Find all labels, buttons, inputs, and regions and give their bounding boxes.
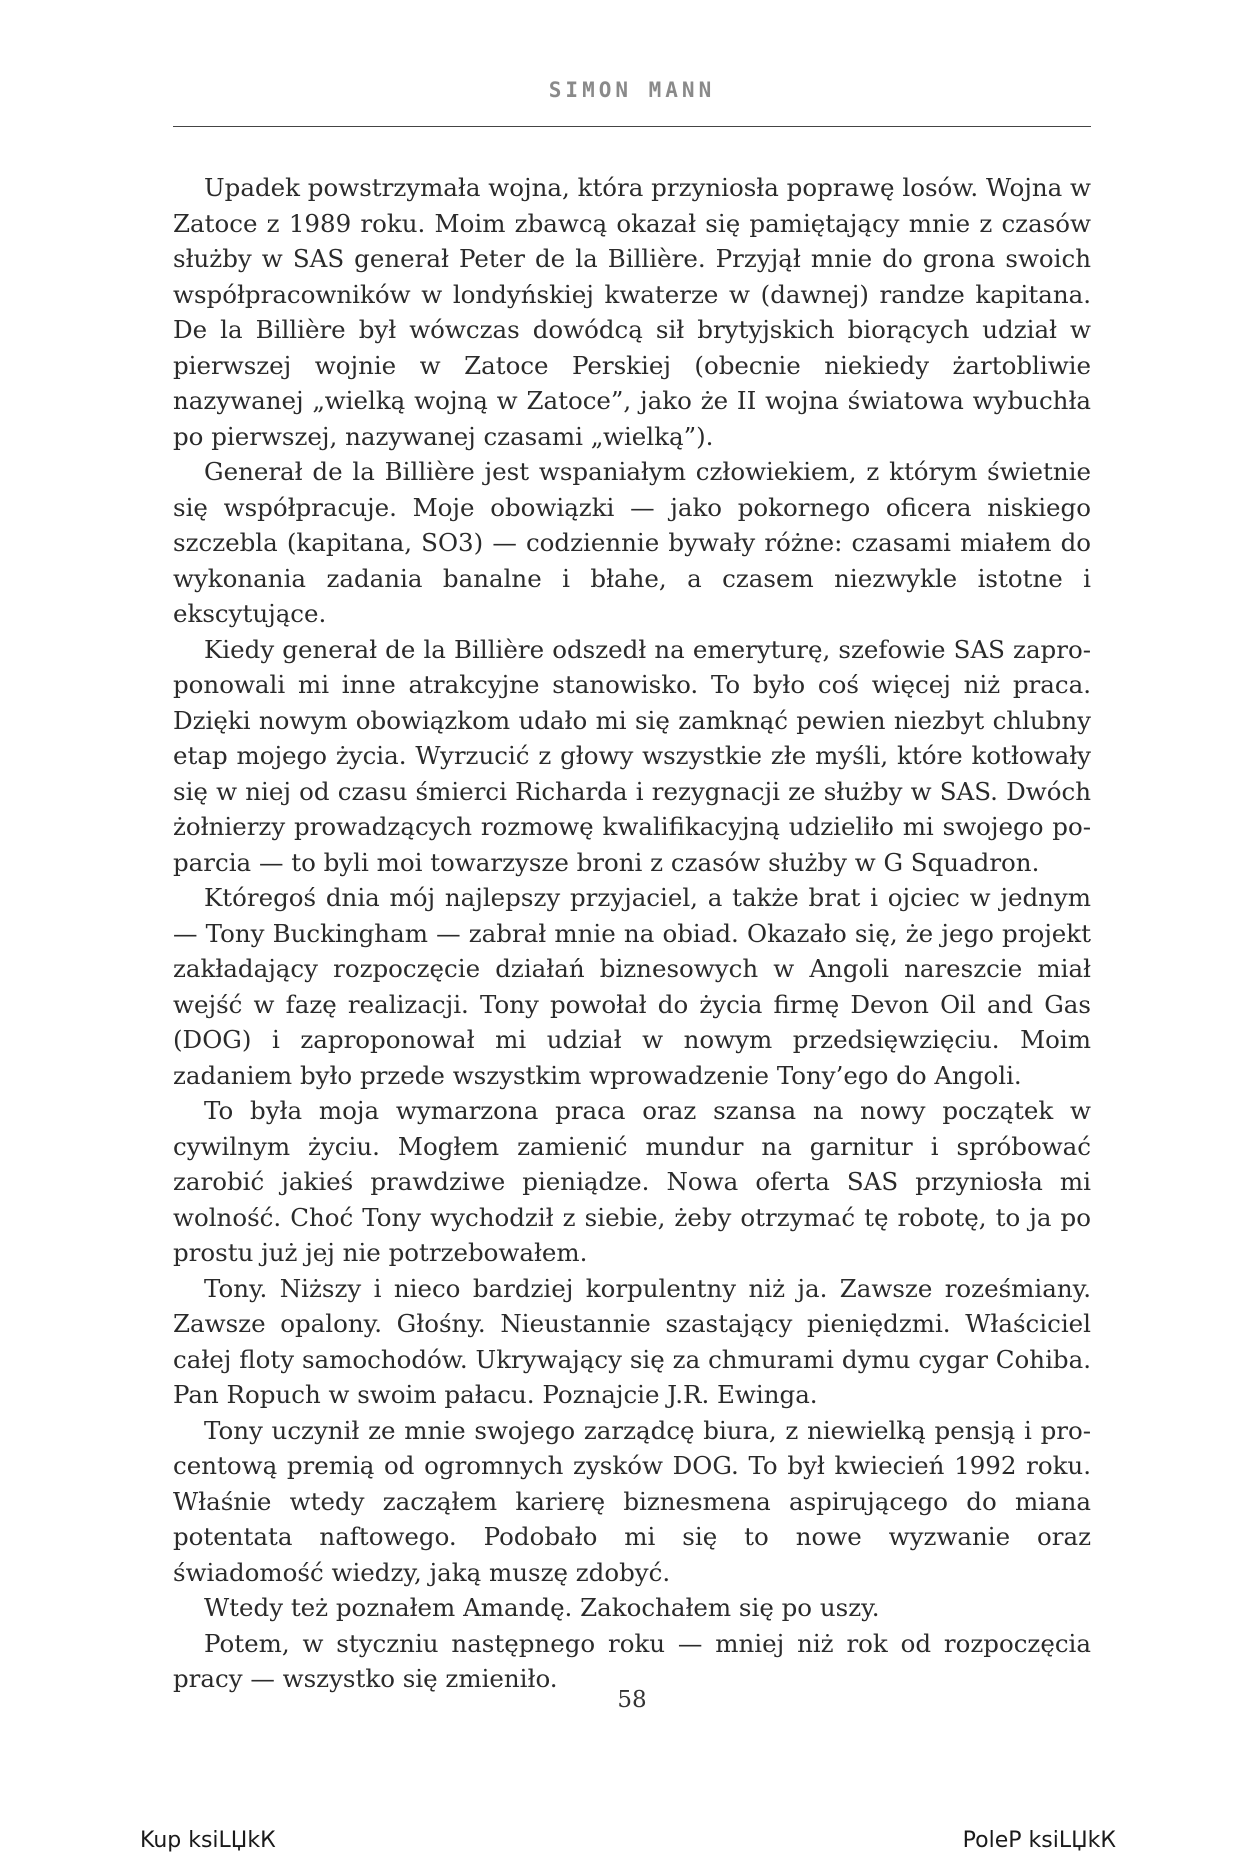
buy-book-link[interactable]: Kup ksiLЏkК [140,1828,276,1853]
body-text [173,170,1091,1697]
recommend-book-link[interactable]: PoleP ksiLЏkК [962,1828,1116,1853]
paragraph: Tony. Niższy i nieco bardziej korpulentny niż ja. Zawsze roześmiany. Zawsze opalony. Głośny. Nieustannie szastający pieniędzmi. Właściciel całej floty samochodów. Ukrywający się za chmurami dymu cygar Cohiba. Pan Ropuch w swoim pałacu. Poznajcie J.R. Ewinga. [173,1273,1091,1409]
paragraph: Potem, w styczniu następnego roku — mniej niż rok od rozpoczęcia pracy — wszystko się zmieniło. [173,1628,1091,1693]
paragraph: Któregoś dnia mój najlepszy przyjaciel, a także brat i ojciec w jednym — Tony Buckingham — zabrał mnie na obiad. Okazało się, że jego projekt zakładający rozpoczęcie działań biznesowych w Angoli nareszcie miał wejść w fazę realizacji. Tony powołał do życia firmę Devon Oil and Gas (DOG) i zaproponował mi udział w nowym przedsięwzięciu. Moim zadaniem było przede wszystkim wprowadzenie Tony’ego do Angoli. [173,883,1091,1090]
paragraph: Generał de la Billière jest wspaniałym człowiekiem, z którym świetnie się współpracuje. Moje obowiązki — jako pokornego oficera niskiego szczebla (kapitana, SO3) — codziennie bywały różne: czasami miałem do wykonania zadania banalne i błahe, a czasem niezwykle istotne i ekscytujące. [173,457,1091,628]
paragraph: Upadek powstrzymała wojna, która przyniosła poprawę losów. Wojna w Zatoce z 1989 roku. Moim zbawcą okazał się pamiętający mnie z czasów służby w SAS generał Peter de la Billière. Przyjął mnie do grona swoich współpracowników w londyńskiej kwaterze w (dawnej) randze kapitana. De la Billière był wówczas dowódcą sił brytyjskich biorących udział w pierwszej wojnie w Zatoce Perskiej (obecnie niekiedy żartobliwie nazywanej „wielką wojną w Zatoce”, jako że II wojna światowa wybuchła po pierwszej, nazywanej czasami „wielką”). [173,173,1091,451]
page-number: 58 [617,1687,647,1713]
running-head: SIMON MANN [548,78,716,102]
paragraph: Kiedy generał de la Billière odszedł na emeryturę, szefowie SAS zaproponowali mi inne atrakcyjne stanowisko. To było coś więcej niż praca. Dzięki nowym obowiązkom udało mi się zamknąć pewien niezbyt chlubny etap mojego życia. Wyrzucić z głowy wszystkie złe myśli, które kotłowały się w niej od czasu śmierci Richarda i rezygnacji ze służby w SAS. Dwóch żołnierzy prowadzących rozmowę kwalifikacyjną udzieliło mi swojego poparcia — to byli moi towarzysze broni z czasów służby w G Squadron. [173,634,1091,877]
paragraph: Wtedy też poznałem Amandę. Zakochałem się po uszy. [204,1593,880,1622]
header-rule [173,126,1091,127]
paragraph: To była moja wymarzona praca oraz szansa na nowy początek w cywilnym życiu. Mogłem zamienić mundur na garnitur i spróbować zarobić jakieś prawdziwe pieniądze. Nowa oferta SAS przyniosła mi wolność. Choć Tony wychodził z siebie, żeby otrzymać tę robotę, to ja po prostu już jej nie potrzebowałem. [173,1096,1091,1267]
paragraph: Tony uczynił ze mnie swojego zarządcę biura, z niewielką pensją i procentową premią od ogromnych zysków DOG. To był kwiecień 1992 roku. Właśnie wtedy zacząłem karierę biznesmena aspirującego do miana potentata naftowego. Podobało mi się to nowe wyzwanie oraz świadomość wiedzy, jaką muszę zdobyć. [173,1415,1091,1587]
